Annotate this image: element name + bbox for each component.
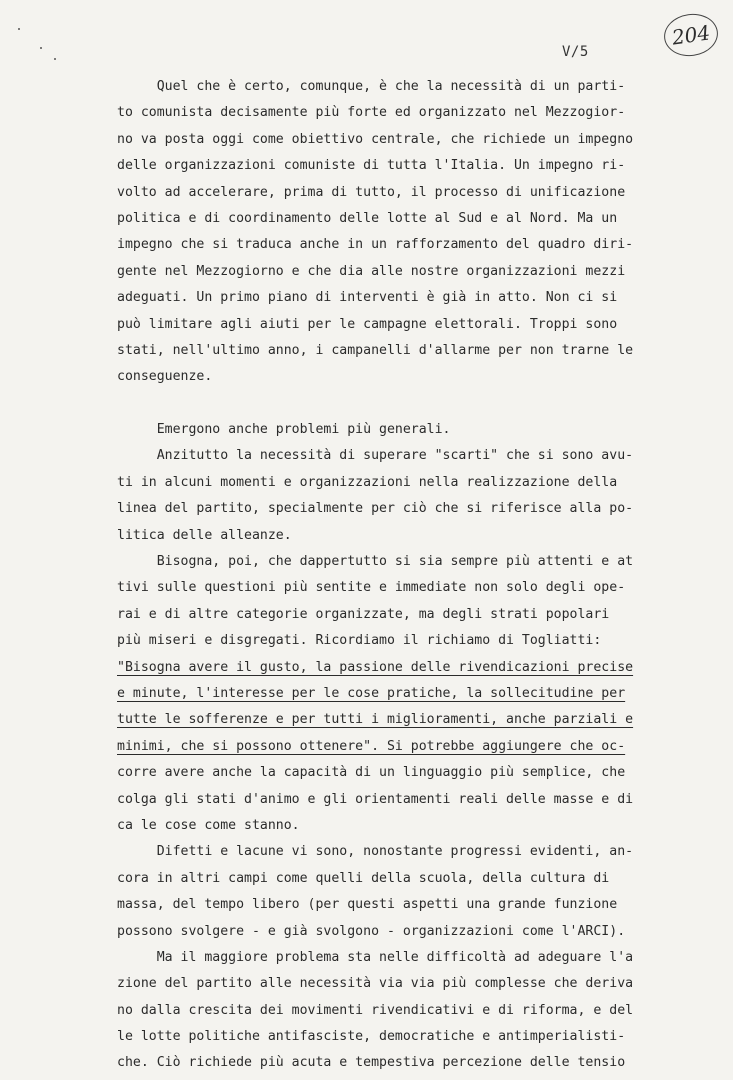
text-line: possono svolgere - e già svolgono - organizzazioni come l'ARCI). — [117, 923, 626, 939]
ink-speck — [54, 58, 56, 60]
text-line: corre avere anche la capacità di un linguaggio più semplice, che — [117, 765, 626, 781]
text-line: colga gli stati d'animo e gli orientamenti reali delle masse e di — [117, 791, 634, 807]
text-line: cora in altri campi come quelli della scuola, della cultura di — [117, 870, 610, 886]
document-body — [117, 74, 707, 1077]
text-line: to comunista decisamente più forte ed organizzato nel Mezzogior- — [117, 105, 626, 121]
text-line: delle organizzazioni comuniste di tutta l'Italia. Un impegno ri- — [117, 158, 626, 174]
text-line: adeguati. Un primo piano di interventi è già in atto. Non ci si — [117, 290, 618, 306]
text-line: ti in alcuni momenti e organizzazioni nella realizzazione della — [117, 474, 618, 490]
text-line: tutte le sofferenze e per tutti i miglioramenti, anche parziali e — [117, 712, 634, 728]
text-line: gente nel Mezzogiorno e che dia alle nostre organizzazioni mezzi — [117, 263, 626, 279]
text-line: Quel che è certo, comunque, è che la necessità di un parti- — [117, 79, 626, 94]
text-line: litica delle alleanze. — [117, 527, 292, 543]
paragraph — [117, 74, 707, 391]
text-line: rai e di altre categorie organizzate, ma degli strati popolari — [117, 606, 610, 622]
text-line: ca le cose come stanno. — [117, 817, 300, 833]
text-line: può limitare agli aiuti per le campagne elettorali. Troppi sono — [117, 316, 618, 332]
archive-stamp: 204 — [661, 10, 720, 59]
text-line: e minute, l'interesse per le cose pratiche, la sollecitudine per — [117, 685, 626, 701]
text-line: zione del partito alle necessità via via più complesse che deriva — [117, 976, 634, 992]
paragraph — [117, 417, 707, 443]
text-line: conseguenze. — [117, 369, 213, 385]
text-line: che. Ciò richiede più acuta e tempestiva percezione delle tensio — [117, 1055, 626, 1071]
ink-speck — [18, 28, 20, 30]
text-line: massa, del tempo libero (per questi aspetti una grande funzione — [117, 897, 618, 913]
paragraph — [117, 443, 707, 549]
paragraph — [117, 839, 707, 945]
page-number: V/5 — [562, 44, 589, 60]
text-line: tivi sulle questioni più sentite e immediate non solo degli ope- — [117, 580, 626, 596]
text-line: politica e di coordinamento delle lotte al Sud e al Nord. Ma un — [117, 210, 618, 226]
paragraph — [117, 549, 707, 839]
paragraph — [117, 945, 707, 1077]
text-line: volto ad accelerare, prima di tutto, il processo di unificazione — [117, 184, 626, 200]
text-line: Anzitutto la necessità di superare "scarti" che si sono avu- — [117, 448, 634, 464]
text-line: stati, nell'ultimo anno, i campanelli d'allarme per non trarne le — [117, 342, 634, 358]
blank-line — [117, 391, 707, 417]
text-line: Bisogna, poi, che dappertutto si sia sempre più attenti e at — [117, 554, 634, 570]
text-line: le lotte politiche antifasciste, democratiche e antimperialisti- — [117, 1029, 626, 1045]
text-line: più miseri e disgregati. Ricordiamo il richiamo di Togliatti: — [117, 633, 602, 649]
ink-speck — [40, 47, 42, 49]
text-line: "Bisogna avere il gusto, la passione delle rivendicazioni precise — [117, 659, 634, 675]
text-line: impegno che si traduca anche in un rafforzamento del quadro diri- — [117, 237, 634, 253]
text-line: no dalla crescita dei movimenti rivendicativi e di riforma, e del — [117, 1002, 634, 1018]
text-line: minimi, che si possono ottenere". Si potrebbe aggiungere che oc- — [117, 738, 626, 754]
text-line: Emergono anche problemi più generali. — [117, 422, 451, 438]
text-line: linea del partito, specialmente per ciò che si riferisce alla po- — [117, 501, 634, 517]
text-line: Difetti e lacune vi sono, nonostante progressi evidenti, an- — [117, 844, 634, 860]
text-line: Ma il maggiore problema sta nelle difficoltà ad adeguare l'a — [117, 949, 634, 965]
text-line: no va posta oggi come obiettivo centrale, che richiede un impegno — [117, 131, 634, 147]
